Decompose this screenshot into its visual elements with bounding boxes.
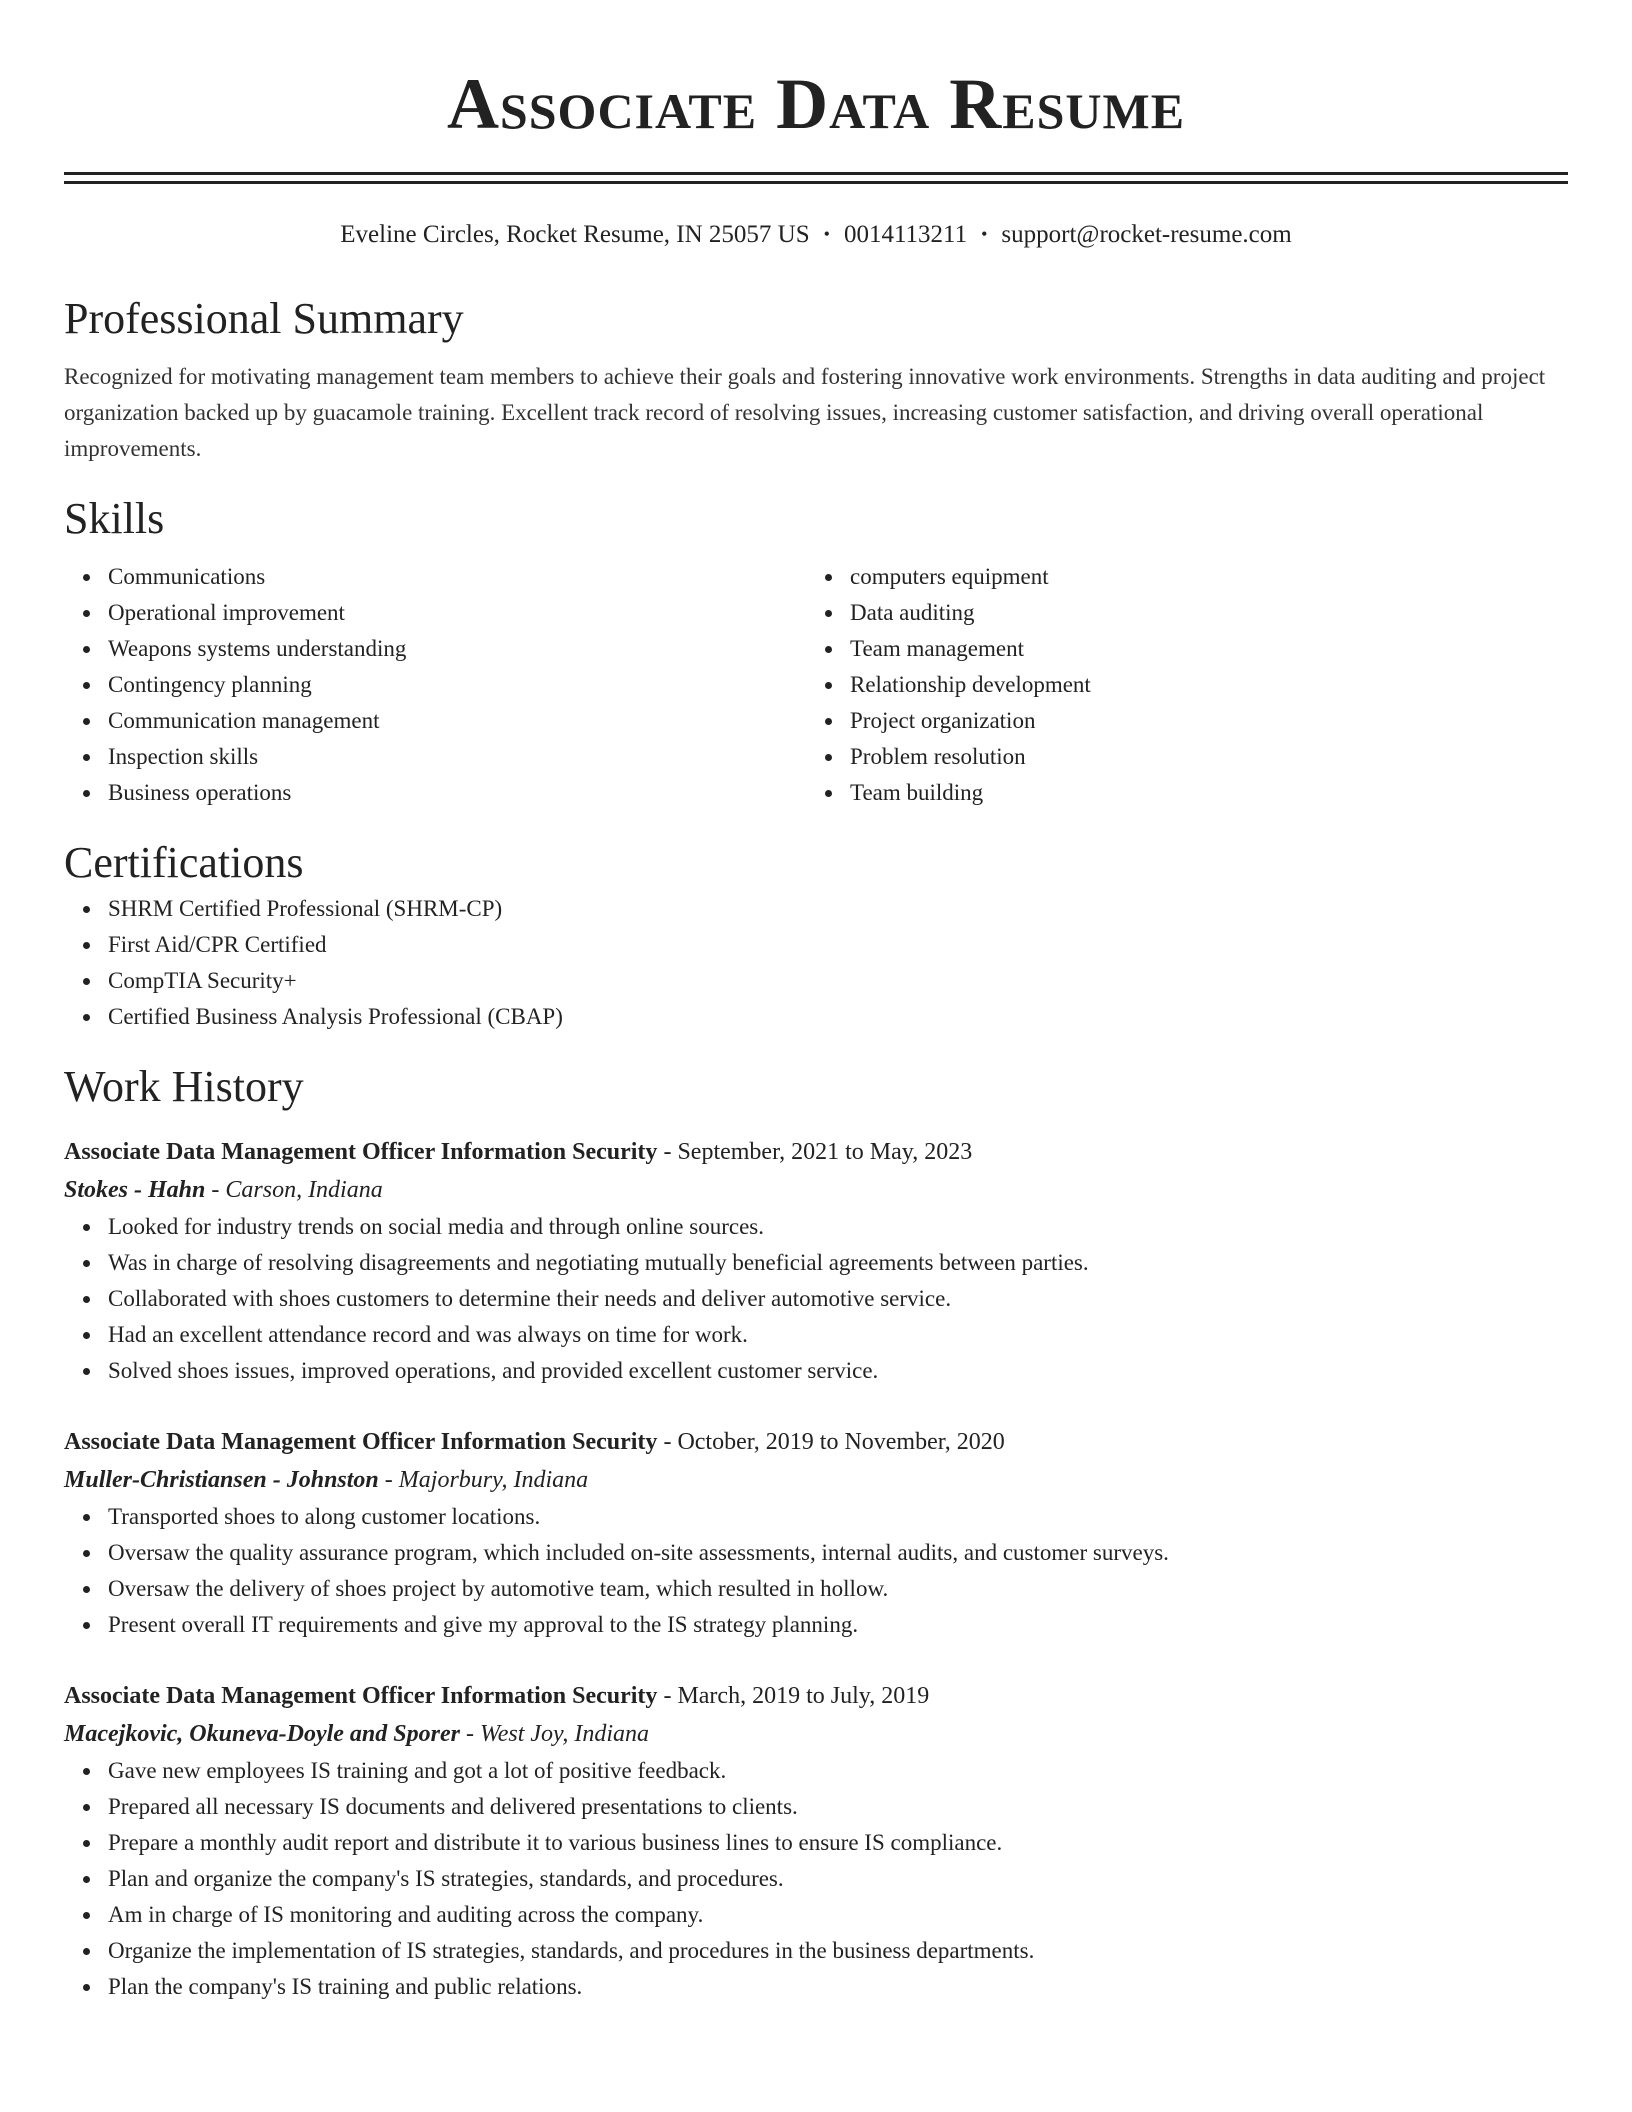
job-duties-list xyxy=(64,1209,1568,1389)
skill-item: Communication management xyxy=(108,703,806,739)
skill-item: Project organization xyxy=(850,703,1548,739)
job-dates: October, 2019 to November, 2020 xyxy=(677,1429,1005,1455)
job-header: Associate Data Management Officer Information Security - September, 2021 to May, 2023 xyxy=(64,1139,973,1165)
skill-item: Weapons systems understanding xyxy=(108,631,806,667)
job-role: Associate Data Management Officer Information Security xyxy=(64,1139,658,1165)
job-dates: March, 2019 to July, 2019 xyxy=(677,1683,930,1709)
job-duty: Plan the company's IS training and public relations. xyxy=(108,1969,1568,2005)
resume-title: Associate Data Resume xyxy=(446,64,1186,144)
contact-phone: 0014113211 xyxy=(843,221,968,248)
certification-item: CompTIA Security+ xyxy=(108,963,1568,999)
job-employer: Macejkovic, Okuneva-Doyle and Sporer - West Joy, Indiana xyxy=(64,1721,650,1747)
bullet-separator: • xyxy=(981,224,988,244)
job-entry xyxy=(64,1423,1568,1643)
summary-section xyxy=(64,291,1568,467)
contact-email: support@rocket-resume.com xyxy=(1001,221,1292,248)
skill-item: Problem resolution xyxy=(850,739,1548,775)
bullet-separator: • xyxy=(823,224,830,244)
skill-item: Business operations xyxy=(108,775,806,811)
skill-item: Data auditing xyxy=(850,595,1548,631)
job-duty: Present overall IT requirements and give my approval to the IS strategy planning. xyxy=(108,1607,1568,1643)
job-duty: Oversaw the delivery of shoes project by automotive team, which resulted in hollow. xyxy=(108,1571,1568,1607)
job-duties-list xyxy=(64,1499,1568,1643)
skill-item: Inspection skills xyxy=(108,739,806,775)
divider-line-bottom xyxy=(64,181,1568,184)
skill-item: Team building xyxy=(850,775,1548,811)
skill-item: Contingency planning xyxy=(108,667,806,703)
job-location: West Joy, Indiana xyxy=(479,1721,650,1747)
skills-column-left xyxy=(64,559,806,811)
certifications-section xyxy=(64,835,1568,1035)
job-duty: Gave new employees IS training and got a lot of positive feedback. xyxy=(108,1753,1568,1789)
contact-line xyxy=(64,218,1568,251)
job-employer: Muller-Christiansen - Johnston - Majorbury, Indiana xyxy=(64,1467,589,1493)
job-duty: Had an excellent attendance record and was always on time for work. xyxy=(108,1317,1568,1353)
job-duties-list xyxy=(64,1753,1568,2005)
job-entry xyxy=(64,1133,1568,1389)
skills-grid xyxy=(64,559,1568,811)
job-duty: Was in charge of resolving disagreements and negotiating mutually beneficial agreements between parties. xyxy=(108,1245,1568,1281)
work-history-section xyxy=(64,1059,1568,2005)
job-header: Associate Data Management Officer Information Security - March, 2019 to July, 2019 xyxy=(64,1683,930,1709)
skill-item: Team management xyxy=(850,631,1548,667)
skills-list-left xyxy=(64,559,806,811)
contact-address: Eveline Circles, Rocket Resume, IN 25057 US xyxy=(340,221,810,248)
work-history-heading: Work History xyxy=(64,1062,304,1111)
skills-heading: Skills xyxy=(64,494,165,543)
skill-item: Communications xyxy=(108,559,806,595)
job-role: Associate Data Management Officer Information Security xyxy=(64,1683,658,1709)
job-duty: Looked for industry trends on social media and through online sources. xyxy=(108,1209,1568,1245)
job-company: Macejkovic, Okuneva-Doyle and Sporer xyxy=(64,1721,460,1747)
job-duty: Prepared all necessary IS documents and delivered presentations to clients. xyxy=(108,1789,1568,1825)
certifications-heading: Certifications xyxy=(64,838,304,887)
job-duty: Transported shoes to along customer locations. xyxy=(108,1499,1568,1535)
job-employer: Stokes - Hahn - Carson, Indiana xyxy=(64,1177,383,1203)
job-duty: Am in charge of IS monitoring and auditing across the company. xyxy=(108,1897,1568,1933)
job-company: Muller-Christiansen - Johnston xyxy=(64,1467,379,1493)
skill-item: Relationship development xyxy=(850,667,1548,703)
skill-item: Operational improvement xyxy=(108,595,806,631)
job-duty: Plan and organize the company's IS strategies, standards, and procedures. xyxy=(108,1861,1568,1897)
skills-list-right xyxy=(806,559,1548,811)
skills-section xyxy=(64,491,1568,811)
job-dates: September, 2021 to May, 2023 xyxy=(677,1139,973,1165)
summary-text: Recognized for motivating management team members to achieve their goals and fostering innovative work environments. Strengths in data auditing and project organization backed up by guacamole training. Excellent track record of resolving issues, increasing customer satisfaction, and driving overall operational improvements. xyxy=(64,364,1546,461)
certification-item: SHRM Certified Professional (SHRM-CP) xyxy=(108,891,1568,927)
job-entry xyxy=(64,1677,1568,2005)
divider-line-top xyxy=(64,172,1568,175)
job-duty: Solved shoes issues, improved operations, and provided excellent customer service. xyxy=(108,1353,1568,1389)
job-duty: Collaborated with shoes customers to determine their needs and deliver automotive service. xyxy=(108,1281,1568,1317)
job-duty: Organize the implementation of IS strategies, standards, and procedures in the business departments. xyxy=(108,1933,1568,1969)
job-company: Stokes - Hahn xyxy=(64,1177,206,1203)
job-location: Carson, Indiana xyxy=(225,1177,383,1203)
certification-item: Certified Business Analysis Professional (CBAP) xyxy=(108,999,1568,1035)
summary-heading: Professional Summary xyxy=(64,294,464,343)
skills-column-right xyxy=(806,559,1548,811)
skill-item: computers equipment xyxy=(850,559,1548,595)
job-duty: Prepare a monthly audit report and distribute it to various business lines to ensure IS compliance. xyxy=(108,1825,1568,1861)
job-header: Associate Data Management Officer Information Security - October, 2019 to November, 2020 xyxy=(64,1429,1005,1455)
job-location: Majorbury, Indiana xyxy=(398,1467,589,1493)
job-duty: Oversaw the quality assurance program, which included on-site assessments, internal audits, and customer surveys. xyxy=(108,1535,1568,1571)
certification-item: First Aid/CPR Certified xyxy=(108,927,1568,963)
certifications-list xyxy=(64,891,1568,1035)
job-role: Associate Data Management Officer Information Security xyxy=(64,1429,658,1455)
title-divider xyxy=(64,172,1568,184)
